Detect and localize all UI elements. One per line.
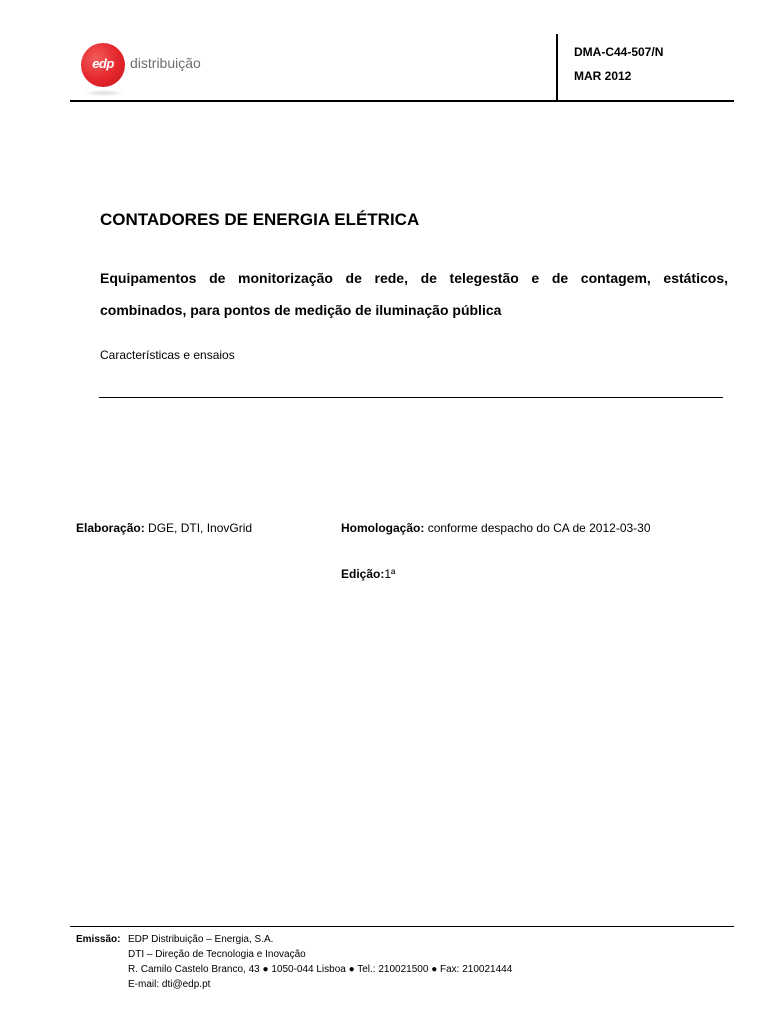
document-date: MAR 2012 — [574, 69, 632, 83]
footer-address: R. Camilo Castelo Branco, 43 ● 1050-044 Lisboa ● Tel.: 210021500 ● Fax: 210021444 — [128, 964, 513, 975]
edp-distribuicao-logo — [81, 43, 241, 99]
emissao-details — [128, 932, 512, 992]
document-title: CONTADORES DE ENERGIA ELÉTRICA — [100, 210, 420, 229]
elaboracao-value: DGE, DTI, InovGrid — [148, 521, 253, 535]
logo-shadow — [85, 90, 123, 96]
title-divider — [99, 397, 723, 398]
emissao-label: Emissão: — [76, 934, 121, 945]
footer-company: EDP Distribuição – Energia, S.A. — [128, 934, 274, 945]
elaboracao-label: Elaboração: — [76, 521, 145, 535]
edicao-value: 1ª — [384, 567, 396, 581]
elaboracao-field — [76, 521, 252, 535]
homologacao-value: conforme despacho do CA de 2012-03-30 — [427, 521, 651, 535]
homologacao-field — [341, 521, 651, 535]
footer-email: E-mail: dti@edp.pt — [128, 979, 211, 990]
header-divider — [70, 100, 734, 102]
document-scope: Características e ensaios — [100, 348, 235, 362]
header-vertical-divider — [556, 34, 558, 102]
homologacao-label: Homologação: — [341, 521, 425, 535]
edicao-field — [341, 567, 395, 581]
footer-divider — [70, 926, 734, 927]
document-subtitle — [100, 262, 728, 326]
edicao-label: Edição: — [341, 567, 385, 581]
logo-text: distribuição — [130, 55, 201, 71]
subtitle-line-2: combinados, para pontos de medição de iluminação pública — [100, 302, 502, 318]
logo-mark-text: edp — [92, 56, 114, 71]
subtitle-line-1: Equipamentos de monitorização de rede, de telegestão e de contagem, estáticos, — [100, 270, 728, 286]
document-code: DMA-C44-507/N — [574, 45, 664, 59]
footer-department: DTI – Direção de Tecnologia e Inovação — [128, 949, 306, 960]
